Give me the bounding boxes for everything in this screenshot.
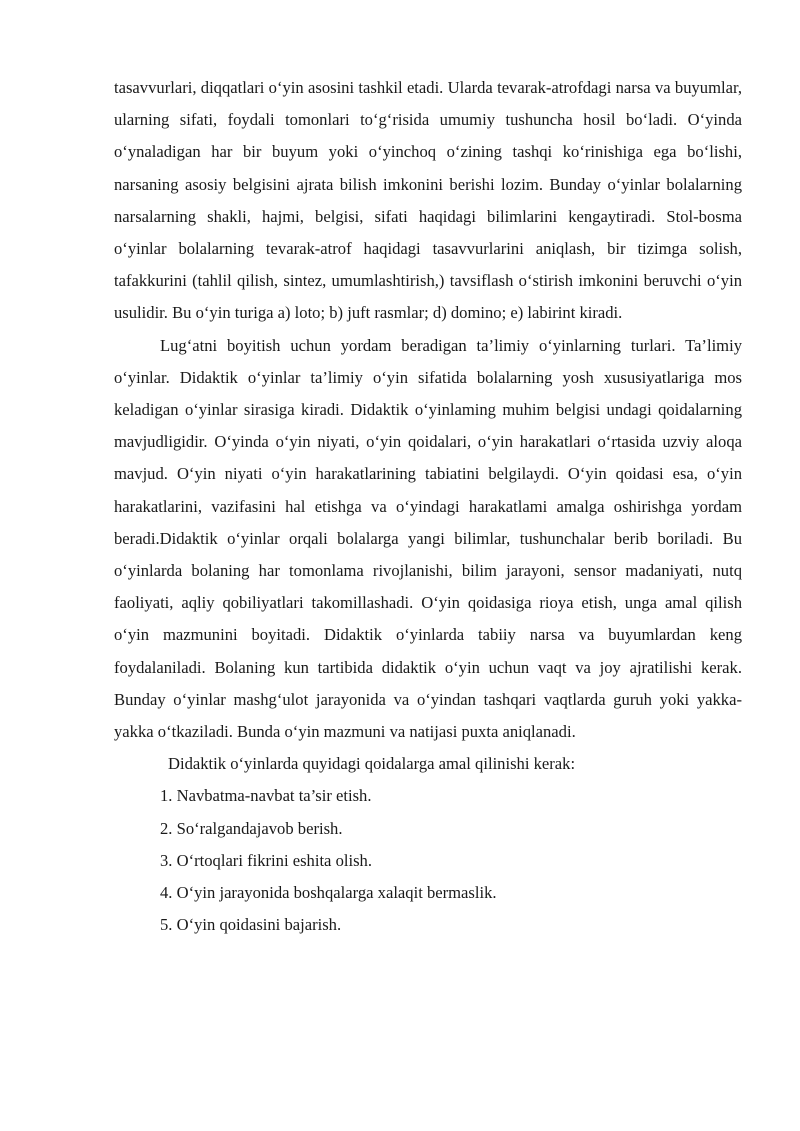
- list-item: 5. O‘yin qoidasini bajarish.: [160, 915, 342, 935]
- list-item: 1. Navbatma-navbat ta’sir etish.: [160, 786, 372, 806]
- list-intro: Didaktik o‘yinlarda quyidagi qoidalarga amal qilinishi kerak:: [168, 754, 576, 774]
- document-page: [114, 72, 742, 941]
- list-item: 2. So‘ralgandajavob berish.: [160, 818, 343, 838]
- list-item: 3. O‘rtoqlari fikrini eshita olish.: [160, 850, 372, 870]
- body-paragraph: tasavvurlari, diqqatlari o‘yin asosini tashkil etadi. Ularda tevarak-atrofdagi narsa va buyumlar, ularning sifati, foydali tomonlari to‘g‘risida umumiy tushuncha hosil bo‘ladi. O‘yinda o‘ynaladigan har bir buyum yoki o‘yinchoq o‘zining tashqi ko‘rinishiga ega bo‘lishi, narsaning asosiy belgisini ajrata bilish imkonini berishi lozim. Bunday o‘yinlar bolalarning narsalarning shakli, hajmi, belgisi, sifati haqidagi bilimlarini kengaytiradi. Stol-bosma o‘yinlar bolalarning tevarak-atrof haqidagi tasavvurlarini aniqlash, bir tizimga solish, tafakkurini (tahlil qilish, sintez, umumlashtirish,) tavsiflash o‘stirish imkonini beruvchi o‘yin usulidir. Bu o‘yin turiga a) loto; b) juft rasmlar; d) domino; e) labirint kiradi.: [114, 78, 742, 323]
- rules-list: [114, 780, 742, 941]
- body-paragraph: Lug‘atni boyitish uchun yordam beradigan ta’limiy o‘yinlarning turlari. Ta’limiy o‘yinlar. Didaktik o‘yinlar ta’limiy o‘yin sifatida bolalarning yosh xususiyatlariga mos keladigan o‘yinlar sirasiga kiradi. Didaktik o‘yinlaming muhim belgisi undagi qoidalarning mavjudligidir. O‘yinda o‘yin niyati, o‘yin qoidalari, o‘yin harakatlari o‘rtasida uzviy aloqa mavjud. O‘yin niyati o‘yin harakatlarining tabiatini belgilaydi. O‘yin qoidasi esa, o‘yin harakatlarini, vazifasini hal etishga va o‘yindagi harakatlami amalga oshirishga yordam beradi.Didaktik o‘yinlar orqali bolalarga yangi bilimlar, tushunchalar berib boriladi. Bu o‘yinlarda bolaning har tomonlama rivojlanishi, bilim jarayoni, sensor madaniyati, nutq faoliyati, aqliy qobiliyatlari takomillashadi. O‘yin qoidasiga rioya etish, unga amal qilish o‘yin mazmunini boyitadi. Didaktik o‘yinlarda tabiiy narsa va buyumlardan keng foydalaniladi. Bolaning kun tartibida didaktik o‘yin uchun vaqt va joy ajratilishi kerak. Bunday o‘yinlar mashg‘ulot jarayonida va o‘yindan tashqari vaqtlarda guruh yoki yakka-yakka o‘tkaziladi. Bunda o‘yin mazmuni va natijasi puxta aniqlanadi.: [114, 335, 742, 742]
- list-item: 4. O‘yin jarayonida boshqalarga xalaqit bermaslik.: [160, 883, 497, 903]
